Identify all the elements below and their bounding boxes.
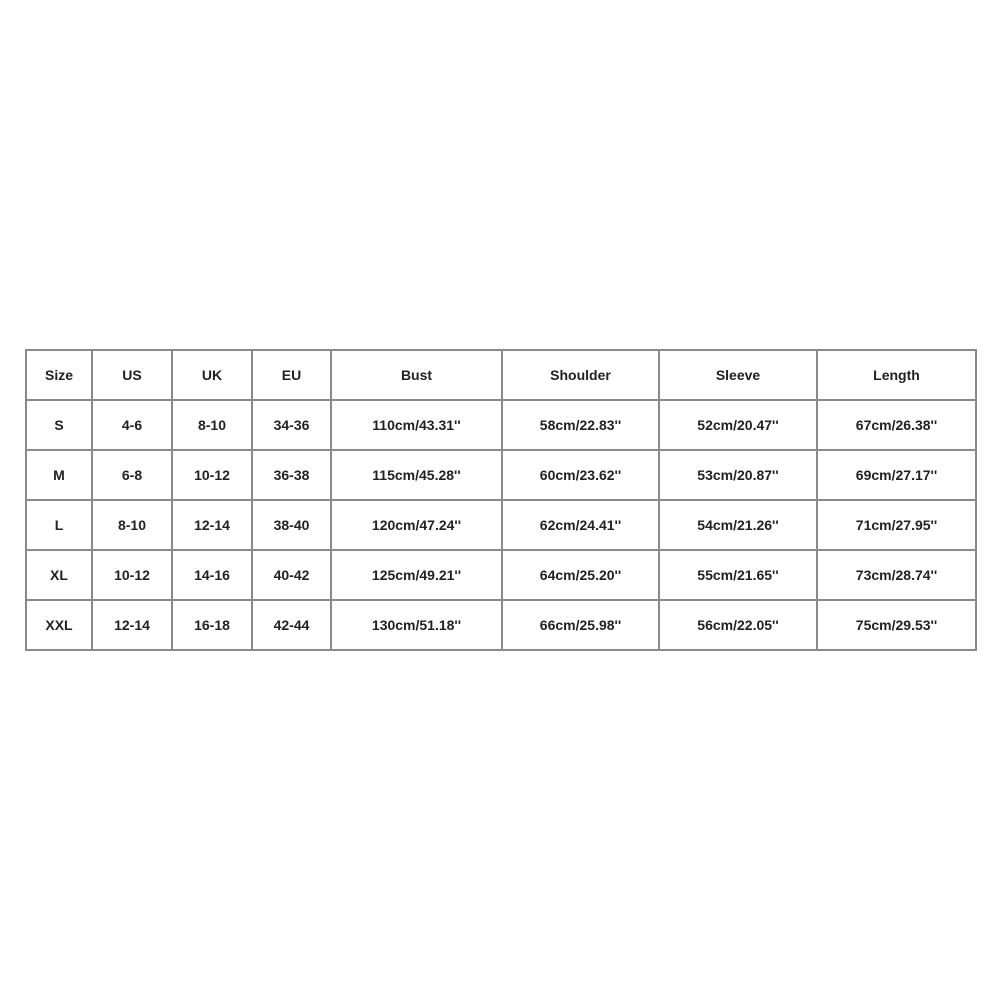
table-header-row [26, 350, 976, 400]
table-row [26, 450, 976, 500]
cell-sleeve: 52cm/20.47'' [659, 400, 817, 450]
cell-length: 75cm/29.53'' [817, 600, 976, 650]
cell-size: XL [26, 550, 92, 600]
header-size: Size [26, 350, 92, 400]
cell-eu: 38-40 [252, 500, 331, 550]
header-length: Length [817, 350, 976, 400]
cell-length: 67cm/26.38'' [817, 400, 976, 450]
cell-shoulder: 64cm/25.20'' [502, 550, 659, 600]
cell-length: 73cm/28.74'' [817, 550, 976, 600]
cell-shoulder: 66cm/25.98'' [502, 600, 659, 650]
cell-size: L [26, 500, 92, 550]
cell-uk: 14-16 [172, 550, 252, 600]
cell-eu: 42-44 [252, 600, 331, 650]
cell-uk: 8-10 [172, 400, 252, 450]
cell-length: 71cm/27.95'' [817, 500, 976, 550]
cell-shoulder: 60cm/23.62'' [502, 450, 659, 500]
header-sleeve: Sleeve [659, 350, 817, 400]
header-bust: Bust [331, 350, 502, 400]
cell-eu: 40-42 [252, 550, 331, 600]
table-row [26, 500, 976, 550]
cell-length: 69cm/27.17'' [817, 450, 976, 500]
header-eu: EU [252, 350, 331, 400]
cell-bust: 115cm/45.28'' [331, 450, 502, 500]
cell-sleeve: 53cm/20.87'' [659, 450, 817, 500]
cell-size: XXL [26, 600, 92, 650]
cell-us: 4-6 [92, 400, 172, 450]
header-us: US [92, 350, 172, 400]
cell-shoulder: 62cm/24.41'' [502, 500, 659, 550]
cell-uk: 16-18 [172, 600, 252, 650]
cell-bust: 120cm/47.24'' [331, 500, 502, 550]
cell-uk: 12-14 [172, 500, 252, 550]
table-row [26, 550, 976, 600]
cell-bust: 110cm/43.31'' [331, 400, 502, 450]
size-chart-table [25, 349, 977, 651]
cell-eu: 36-38 [252, 450, 331, 500]
header-shoulder: Shoulder [502, 350, 659, 400]
cell-us: 10-12 [92, 550, 172, 600]
cell-sleeve: 55cm/21.65'' [659, 550, 817, 600]
cell-sleeve: 56cm/22.05'' [659, 600, 817, 650]
cell-bust: 125cm/49.21'' [331, 550, 502, 600]
cell-us: 8-10 [92, 500, 172, 550]
cell-shoulder: 58cm/22.83'' [502, 400, 659, 450]
cell-sleeve: 54cm/21.26'' [659, 500, 817, 550]
cell-us: 12-14 [92, 600, 172, 650]
cell-eu: 34-36 [252, 400, 331, 450]
header-uk: UK [172, 350, 252, 400]
cell-size: M [26, 450, 92, 500]
cell-size: S [26, 400, 92, 450]
table-row [26, 400, 976, 450]
cell-bust: 130cm/51.18'' [331, 600, 502, 650]
cell-us: 6-8 [92, 450, 172, 500]
cell-uk: 10-12 [172, 450, 252, 500]
table-row [26, 600, 976, 650]
